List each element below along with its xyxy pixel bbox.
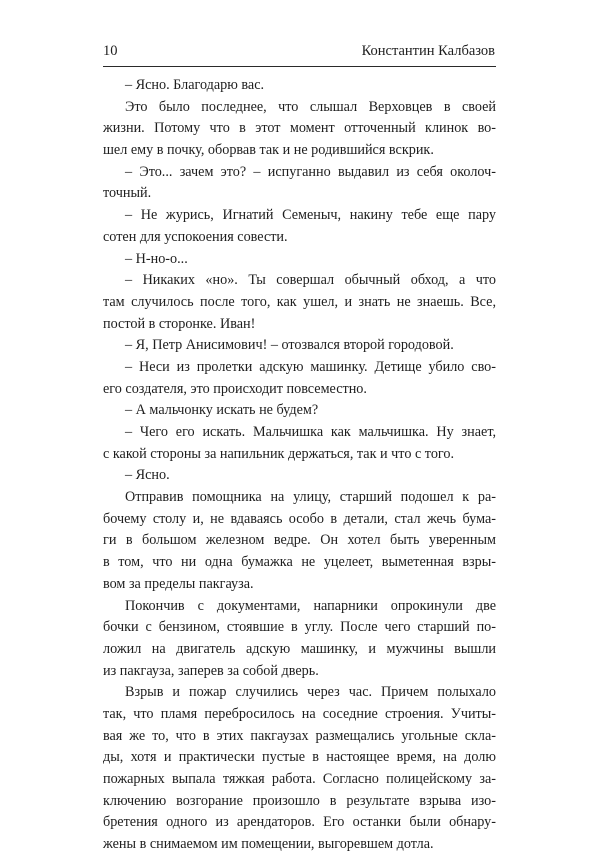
text-line: – Ясно. Благодарю вас. bbox=[125, 77, 265, 93]
running-header bbox=[103, 41, 495, 61]
text-line: пожарных выпала тяжкая работа. Согласно полицейскому за- bbox=[103, 771, 496, 787]
text-line: вая же то, что в этих пакгаузах размещались угольные скла- bbox=[103, 727, 496, 744]
text-line: – Чего его искать. Мальчишка как мальчишка. Ну знает, bbox=[125, 424, 496, 440]
text-line: в том, что ни одна бумажка не уцелеет, выметенная взры- bbox=[103, 554, 496, 571]
text-line: – Это... зачем это? – испуганно выдавил из себя околоч- bbox=[125, 163, 496, 180]
text-line: точный. bbox=[103, 185, 152, 202]
text-line: Отправив помощника на улицу, старший подошел к ра- bbox=[125, 489, 496, 506]
text-line: там случилось после того, как ушел, и знать не знаешь. Все, bbox=[103, 293, 496, 310]
text-line: бочему столу и, не вдаваясь особо в детали, стал жечь бума- bbox=[103, 510, 496, 527]
text-line: с какой стороны за напильник держаться, так и что с того. bbox=[103, 445, 455, 462]
text-line: постой в сторонке. Иван! bbox=[103, 315, 256, 332]
page-number: 10 bbox=[103, 43, 118, 59]
text-line: – Неси из пролетки адскую машинку. Детище убило сво- bbox=[125, 358, 496, 375]
text-line: так, что пламя перебросилось на соседние строения. Учиты- bbox=[103, 705, 496, 722]
text-line: – Никаких «но». Ты совершал обычный обход, а что bbox=[125, 272, 496, 289]
text-line: – Н-но-о... bbox=[125, 250, 188, 267]
header-divider bbox=[103, 66, 496, 67]
text-line: ды, хотя и практически пустые в настоящее время, на долю bbox=[103, 749, 496, 766]
text-line: бретения одного из арендаторов. Его останки были обнару- bbox=[103, 814, 496, 831]
text-line: вом за пределы пакгауза. bbox=[103, 575, 254, 592]
text-line: ложил на двигатель адскую машинку, и мужчины вышли bbox=[103, 640, 496, 657]
text-line: бочки с бензином, стоявшие в углу. После чего старший по- bbox=[103, 619, 496, 636]
running-title: Константин Калбазов bbox=[361, 43, 495, 59]
text-line: Это было последнее, что слышал Верховцев в своей bbox=[125, 98, 496, 115]
text-line: – Ясно. bbox=[125, 467, 170, 484]
text-line: ги в большом железном ведре. Он хотел быть уверенным bbox=[103, 532, 496, 549]
text-line: ключению возгорание произошло в результате взрыва изо- bbox=[103, 792, 496, 809]
text-line: шел ему в почку, оборвав так и не родившийся вскрик. bbox=[103, 142, 434, 159]
text-line: – А мальчонку искать не будем? bbox=[125, 402, 319, 419]
text-line: – Не журись, Игнатий Семеныч, накину тебе еще пару bbox=[125, 207, 496, 224]
text-line: сотен для успокоения совести. bbox=[103, 228, 288, 245]
page-body bbox=[103, 75, 496, 856]
text-line: Взрыв и пожар случились через час. Причем полыхало bbox=[125, 684, 496, 701]
text-line: жизни. Потому что в этот момент отточенный клинок во- bbox=[103, 120, 496, 137]
text-line: Покончив с документами, напарники опрокинули две bbox=[125, 597, 496, 614]
text-line: жены в снимаемом им помещении, выгоревшем дотла. bbox=[103, 836, 434, 853]
text-line: его создателя, это происходит повсеместно. bbox=[103, 380, 367, 397]
text-line: из пакгауза, заперев за собой дверь. bbox=[103, 662, 319, 679]
text-line: – Я, Петр Анисимович! – отозвался второй городовой. bbox=[125, 337, 454, 354]
